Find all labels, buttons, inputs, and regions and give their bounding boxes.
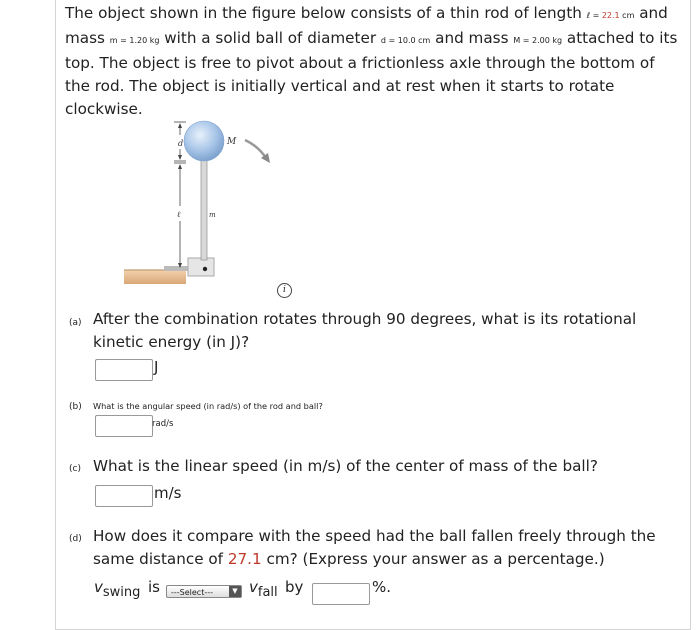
part-a-answer-input[interactable]: [95, 359, 153, 381]
v-swing-label: $v_{swing}$: [94, 578, 141, 600]
label-M: M: [227, 137, 237, 147]
ball: [184, 121, 224, 161]
part-a-question: After the combination rotates through 90 degrees, what is its rotational kinetic energy (in J)?: [93, 310, 637, 351]
part-c-label: (c): [69, 464, 81, 474]
rod: [201, 156, 207, 260]
rod-ball-figure: [120, 118, 310, 288]
part-a-label: (a): [69, 318, 82, 328]
rotation-arrow: [245, 140, 266, 158]
by-text: by: [285, 578, 304, 596]
label-m: m: [209, 211, 216, 219]
chevron-down-icon: ▼: [229, 586, 241, 597]
part-a-unit: J: [154, 358, 159, 376]
part-b-answer-input[interactable]: [95, 415, 153, 437]
problem-statement: The object shown in the figure below consists of a thin rod of length ℓ = 22.1 cm and mass m = 1.20 kg with a solid ball of diameter d = 10.0 cm and mass M = 2.00 kg attached to its top. The object is free to pivot about a frictionless axle through the bottom of the rod. The object is initially vertical and at rest when it starts to rotate clockwise.: [65, 4, 678, 118]
part-c-unit: m/s: [154, 484, 182, 502]
v-fall-label: $v_{fall}$: [249, 578, 278, 600]
part-d-question: How does it compare with the speed had the ball fallen freely through the same distance of 27.1 cm? (Express your answer as a percentage.): [93, 527, 656, 568]
info-icon[interactable]: i: [277, 283, 292, 298]
label-l: ℓ: [177, 210, 181, 219]
pivot-block: [188, 258, 214, 276]
comparison-select[interactable]: ---Select--- ▼: [166, 585, 242, 598]
is-text: is: [148, 578, 160, 596]
label-d: d: [178, 139, 184, 148]
part-c-question: What is the linear speed (in m/s) of the center of mass of the ball?: [93, 457, 598, 475]
part-c-answer-input[interactable]: [95, 485, 153, 507]
pivot-base: [164, 266, 188, 271]
pivot-axle: [203, 267, 207, 271]
part-b-question: What is the angular speed (in rad/s) of the rod and ball?: [93, 401, 323, 411]
part-d-label: (d): [69, 534, 82, 544]
floor: [124, 270, 186, 284]
part-b-unit: rad/s: [152, 419, 174, 429]
percent-text: %.: [372, 578, 392, 596]
part-d-answer-input[interactable]: [312, 583, 370, 605]
part-b-label: (b): [69, 402, 82, 412]
